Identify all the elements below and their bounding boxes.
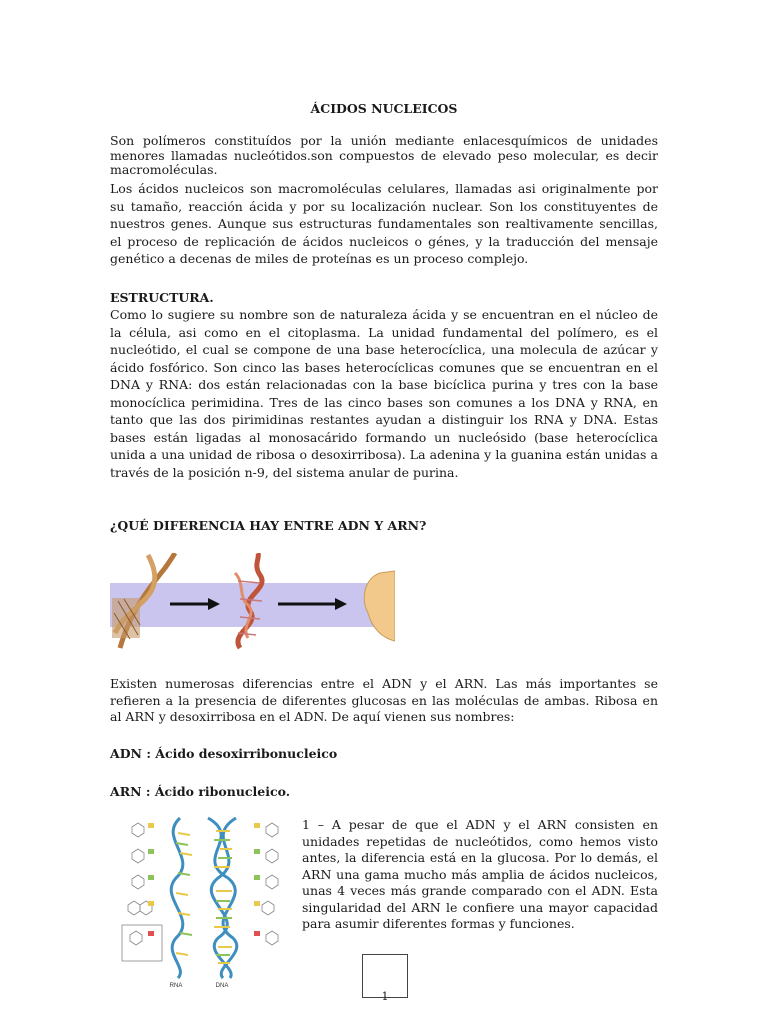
diferencia-paragraph: Existen numerosas diferencias entre el ADN y el ARN. Las más importantes se refieren a la presencia de diferentes glucosas en las moléculas de ambas. Ribosa en al ARN y desoxirribosa en el ADN. De aquí vienen sus nombres: <box>110 676 658 724</box>
transcription-figure <box>110 553 395 657</box>
point-1-paragraph: 1 – A pesar de que el ADN y el ARN consisten en unidades repetidas de nucleótidos, como hemos visto antes, la diferencia está en la glucosa. Por lo demás, el ARN una gama mucho más amplia de ácidos nucleicos, unas 4 veces más grande comparado con el ADN. Esta singularidad del ARN le confiere una mayor capacidad para asumir diferentes formas y funciones. <box>302 817 658 931</box>
adn-definition: ADN : Ácido desoxirribonucleico <box>110 746 338 761</box>
dna-label: DNA <box>215 983 229 989</box>
page-title: ÁCIDOS NUCLEICOS <box>310 101 458 116</box>
arn-definition: ARN : Ácido ribonucleico. <box>110 784 291 799</box>
page-number: 1 <box>381 990 389 1003</box>
estructura-heading: ESTRUCTURA. <box>110 290 214 305</box>
paragraph-2: Los ácidos nucleicos son macromoléculas celulares, llamadas asi originalmente por su tamaño, reacción ácida y por su localización nuclear. Son los constituyentes de nuestros genes. Aunque sus estructuras fundamentales son realtivamente sencillas, el proceso de replicación de ácidos nucleicos o génes, y la traducción del mensaje genético a decenas de miles de proteínas es un proceso complejo. <box>110 181 658 266</box>
estructura-paragraph: Como lo sugiere su nombre son de naturaleza ácida y se encuentran en el núcleo de la célula, asi como en el citoplasma. La unidad fundamental del polímero, es el nucleótido, el cual se compone de una base heterocíclica, una molecula de azúcar y ácido fosfórico. Son cinco las bases heterocíclicas comunes que se encuentran en el DNA y RNA: dos están relacionadas con la base bicíclica purina y tres con la base monocíclica perimidina. Tres de las cinco bases son comunes a los DNA y RNA, en tanto que las dos pirimidinas restantes ayudan a distinguir los RNA y DNA. Estas bases están ligadas al monosacárido formando un nucleósido (base heterocíclica unida a una unidad de ribosa o desoxirribosa). La adenina y la guanina están unidas a través de la posición n-9, del sistema anular de purina. <box>110 307 658 480</box>
diferencia-heading: ¿QUÉ DIFERENCIA HAY ENTRE ADN Y ARN? <box>110 518 427 533</box>
rna-dna-comparison-figure <box>118 813 293 995</box>
intro-paragraph: Son polímeros constituídos por la unión mediante enlacesquímicos de unidades menores llamadas nucleótidos.son compuestos de elevado peso molecular, es decir macromoléculas. <box>110 133 658 177</box>
rna-label: RNA <box>169 983 183 989</box>
